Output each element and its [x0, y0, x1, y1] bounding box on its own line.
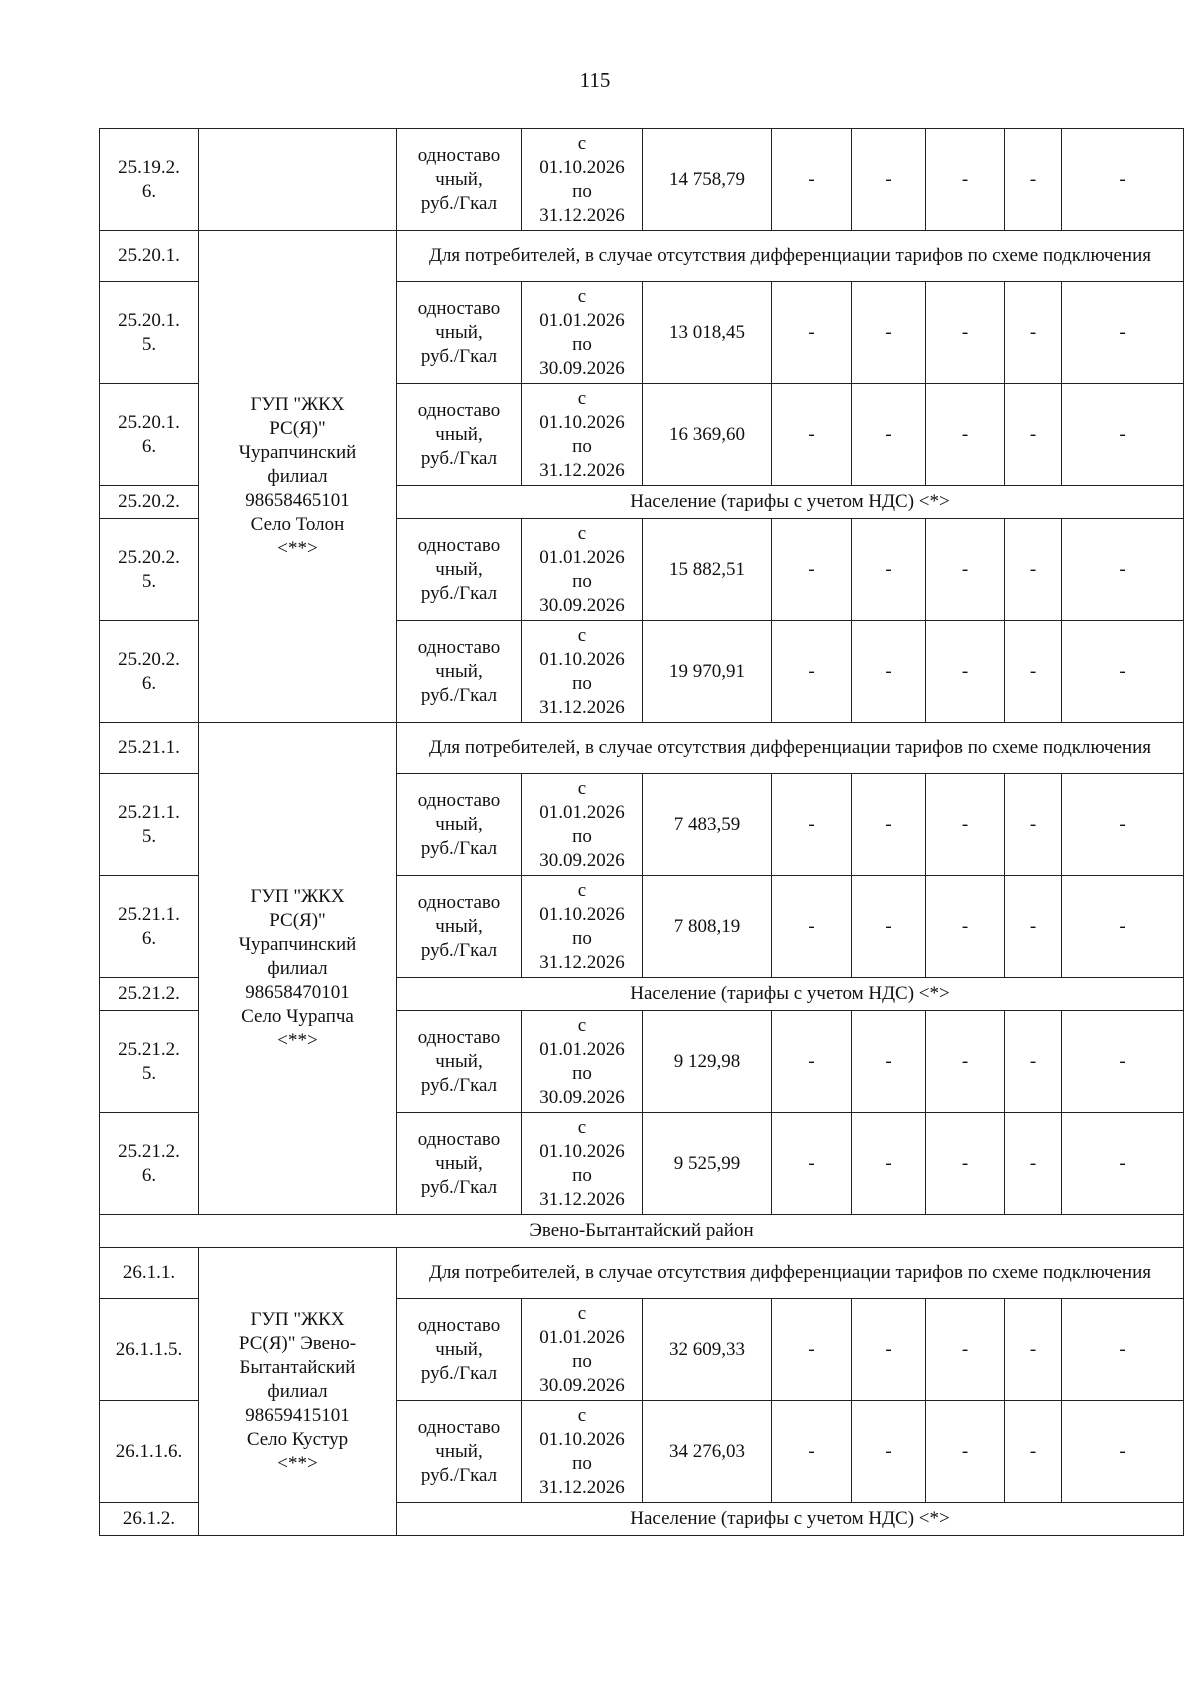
empty-value: - — [1005, 621, 1062, 723]
empty-value: - — [1005, 774, 1062, 876]
empty-value: - — [772, 1011, 852, 1113]
organization-cell: ГУП "ЖКХ РС(Я)" Чурапчинский филиал 98658465101 Село Толон <**> — [199, 231, 397, 723]
empty-value: - — [852, 129, 926, 231]
group-header: Для потребителей, в случае отсутствия дифференциации тарифов по схеме подключения — [397, 231, 1184, 282]
tariff-period: с 01.10.2026 по 31.12.2026 — [522, 129, 643, 231]
empty-value: - — [1062, 129, 1184, 231]
empty-value: - — [926, 282, 1005, 384]
tariff-period: с 01.01.2026 по 30.09.2026 — [522, 519, 643, 621]
tariff-type: одноставо чный, руб./Гкал — [397, 1011, 522, 1113]
empty-value: - — [772, 1113, 852, 1215]
empty-value: - — [772, 621, 852, 723]
tariff-type: одноставо чный, руб./Гкал — [397, 129, 522, 231]
empty-value: - — [1062, 1401, 1184, 1503]
empty-value: - — [852, 621, 926, 723]
tariff-type: одноставо чный, руб./Гкал — [397, 282, 522, 384]
tariff-type: одноставо чный, руб./Гкал — [397, 519, 522, 621]
empty-value: - — [1005, 1113, 1062, 1215]
tariff-type: одноставо чный, руб./Гкал — [397, 1299, 522, 1401]
organization-cell: ГУП "ЖКХ РС(Я)" Эвено- Бытантайский филиал 98659415101 Село Кустур <**> — [199, 1248, 397, 1536]
empty-value: - — [772, 876, 852, 978]
empty-value: - — [1062, 384, 1184, 486]
empty-value: - — [852, 282, 926, 384]
row-code: 25.21.1. — [100, 723, 199, 774]
empty-value: - — [852, 519, 926, 621]
empty-value: - — [1062, 282, 1184, 384]
empty-value: - — [1062, 519, 1184, 621]
tariff-period: с 01.10.2026 по 31.12.2026 — [522, 876, 643, 978]
group-header: Для потребителей, в случае отсутствия дифференциации тарифов по схеме подключения — [397, 723, 1184, 774]
tariff-value: 14 758,79 — [643, 129, 772, 231]
population-header: Население (тарифы с учетом НДС) <*> — [397, 978, 1184, 1011]
empty-value: - — [772, 519, 852, 621]
tariff-value: 19 970,91 — [643, 621, 772, 723]
table-row — [100, 129, 1184, 231]
empty-value: - — [772, 129, 852, 231]
empty-value: - — [1005, 1011, 1062, 1113]
empty-value: - — [926, 1113, 1005, 1215]
table-row — [100, 231, 1184, 282]
tariff-value: 16 369,60 — [643, 384, 772, 486]
tariff-period: с 01.10.2026 по 31.12.2026 — [522, 1113, 643, 1215]
tariff-period: с 01.01.2026 по 30.09.2026 — [522, 1011, 643, 1113]
tariff-value: 7 483,59 — [643, 774, 772, 876]
empty-value: - — [852, 774, 926, 876]
empty-value: - — [1062, 1299, 1184, 1401]
row-code: 26.1.1.6. — [100, 1401, 199, 1503]
group-header: Для потребителей, в случае отсутствия дифференциации тарифов по схеме подключения — [397, 1248, 1184, 1299]
empty-value: - — [852, 1299, 926, 1401]
row-code: 25.21.1. 6. — [100, 876, 199, 978]
tariff-type: одноставо чный, руб./Гкал — [397, 384, 522, 486]
tariff-value: 9 525,99 — [643, 1113, 772, 1215]
empty-value: - — [1005, 129, 1062, 231]
empty-value: - — [926, 1011, 1005, 1113]
tariff-period: с 01.10.2026 по 31.12.2026 — [522, 621, 643, 723]
empty-value: - — [926, 774, 1005, 876]
table-row — [100, 1215, 1184, 1248]
row-code: 25.21.1. 5. — [100, 774, 199, 876]
empty-value: - — [852, 1011, 926, 1113]
table-row — [100, 1248, 1184, 1299]
empty-value: - — [1005, 282, 1062, 384]
empty-value: - — [1005, 384, 1062, 486]
empty-value: - — [1062, 1011, 1184, 1113]
tariff-value: 34 276,03 — [643, 1401, 772, 1503]
empty-value: - — [926, 129, 1005, 231]
empty-value: - — [926, 1401, 1005, 1503]
row-code: 25.20.1. — [100, 231, 199, 282]
empty-value: - — [1062, 621, 1184, 723]
table-row — [100, 723, 1184, 774]
empty-value: - — [926, 876, 1005, 978]
tariff-type: одноставо чный, руб./Гкал — [397, 1401, 522, 1503]
tariff-value: 7 808,19 — [643, 876, 772, 978]
tariff-value: 32 609,33 — [643, 1299, 772, 1401]
empty-value: - — [1062, 876, 1184, 978]
row-code: 25.20.2. 5. — [100, 519, 199, 621]
empty-value: - — [926, 519, 1005, 621]
row-code: 25.21.2. — [100, 978, 199, 1011]
row-code: 26.1.2. — [100, 1503, 199, 1536]
empty-value: - — [772, 384, 852, 486]
row-code: 25.21.2. 5. — [100, 1011, 199, 1113]
empty-value: - — [926, 384, 1005, 486]
tariff-period: с 01.01.2026 по 30.09.2026 — [522, 1299, 643, 1401]
tariff-table — [99, 128, 1184, 1536]
row-code: 25.19.2. 6. — [100, 129, 199, 231]
tariff-period: с 01.01.2026 по 30.09.2026 — [522, 774, 643, 876]
empty-value: - — [772, 1299, 852, 1401]
empty-value: - — [1005, 519, 1062, 621]
row-code: 25.20.1. 5. — [100, 282, 199, 384]
population-header: Население (тарифы с учетом НДС) <*> — [397, 1503, 1184, 1536]
empty-value: - — [926, 1299, 1005, 1401]
empty-value: - — [1005, 876, 1062, 978]
tariff-value: 9 129,98 — [643, 1011, 772, 1113]
row-code: 26.1.1.5. — [100, 1299, 199, 1401]
tariff-type: одноставо чный, руб./Гкал — [397, 876, 522, 978]
region-heading: Эвено-Бытантайский район — [100, 1215, 1184, 1248]
tariff-period: с 01.01.2026 по 30.09.2026 — [522, 282, 643, 384]
empty-value: - — [772, 1401, 852, 1503]
empty-value: - — [926, 621, 1005, 723]
empty-value: - — [852, 1113, 926, 1215]
empty-value: - — [852, 876, 926, 978]
tariff-type: одноставо чный, руб./Гкал — [397, 1113, 522, 1215]
row-code: 25.20.2. — [100, 486, 199, 519]
empty-value: - — [772, 282, 852, 384]
page-number: 115 — [579, 68, 611, 92]
row-code: 25.21.2. 6. — [100, 1113, 199, 1215]
empty-value: - — [1005, 1299, 1062, 1401]
tariff-value: 15 882,51 — [643, 519, 772, 621]
row-code: 25.20.1. 6. — [100, 384, 199, 486]
empty-value: - — [1062, 774, 1184, 876]
tariff-type: одноставо чный, руб./Гкал — [397, 774, 522, 876]
organization-cell: ГУП "ЖКХ РС(Я)" Чурапчинский филиал 98658470101 Село Чурапча <**> — [199, 723, 397, 1215]
tariff-type: одноставо чный, руб./Гкал — [397, 621, 522, 723]
empty-value: - — [852, 1401, 926, 1503]
row-code: 25.20.2. 6. — [100, 621, 199, 723]
tariff-period: с 01.10.2026 по 31.12.2026 — [522, 1401, 643, 1503]
tariff-value: 13 018,45 — [643, 282, 772, 384]
empty-value: - — [1005, 1401, 1062, 1503]
population-header: Население (тарифы с учетом НДС) <*> — [397, 486, 1184, 519]
org-cell-empty — [199, 129, 397, 231]
row-code: 26.1.1. — [100, 1248, 199, 1299]
empty-value: - — [1062, 1113, 1184, 1215]
tariff-period: с 01.10.2026 по 31.12.2026 — [522, 384, 643, 486]
empty-value: - — [772, 774, 852, 876]
empty-value: - — [852, 384, 926, 486]
